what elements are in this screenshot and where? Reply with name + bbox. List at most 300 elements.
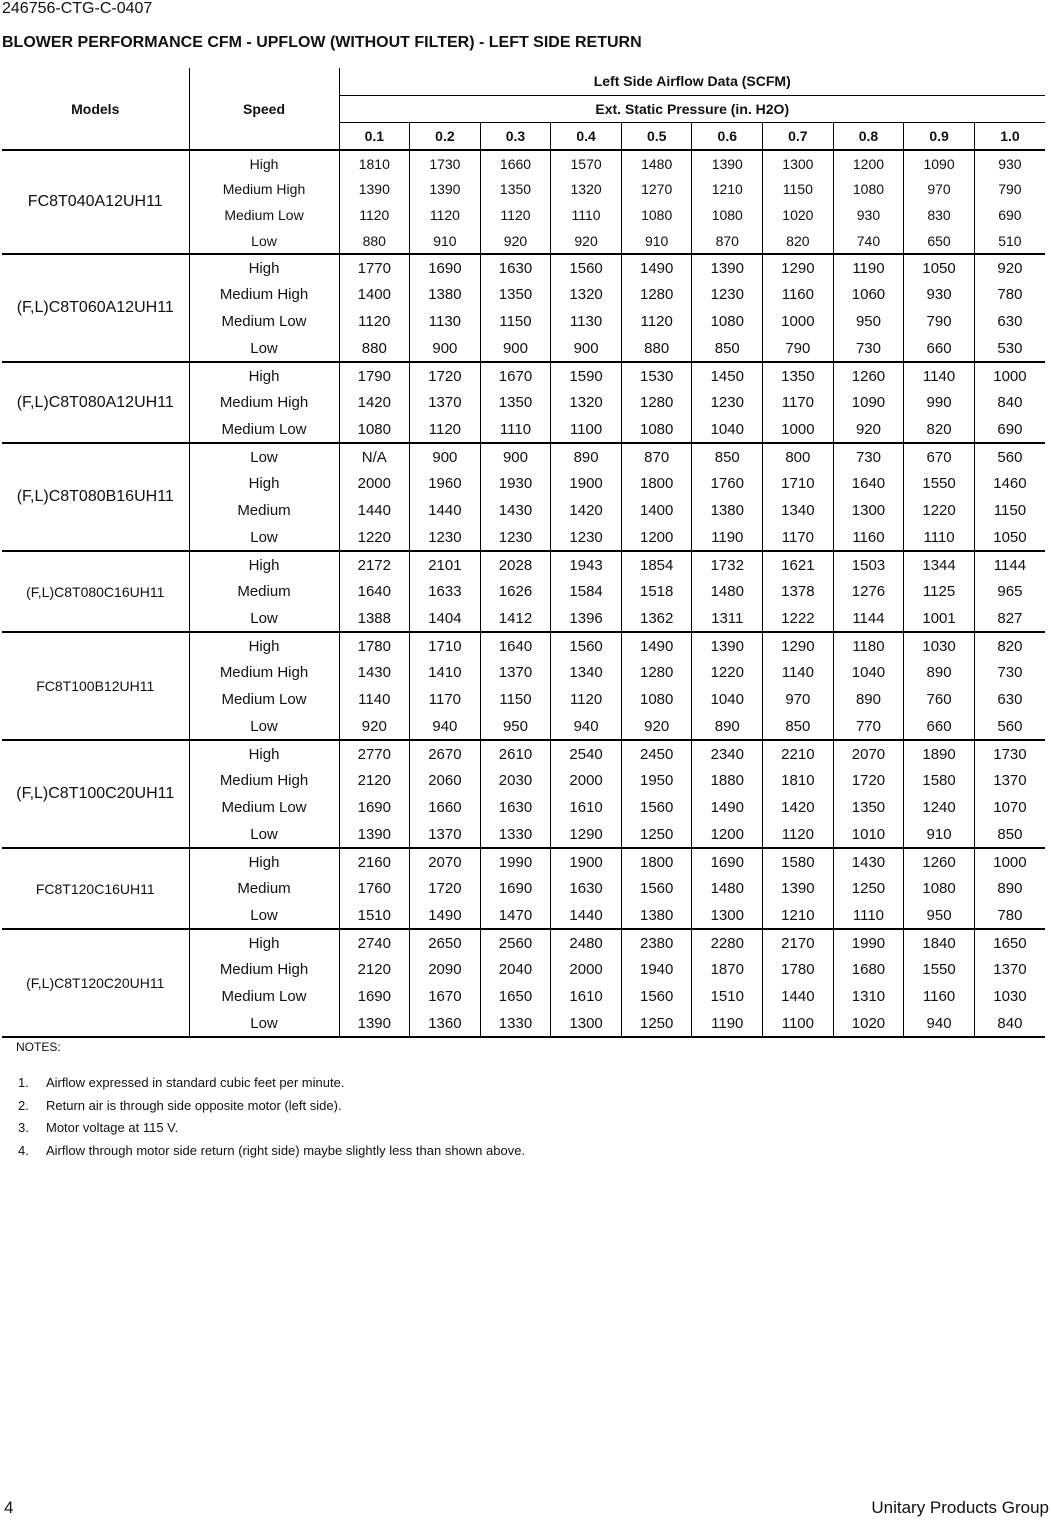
airflow-cell: 850 [997, 825, 1023, 843]
airflow-cell: 1010 [833, 821, 904, 848]
airflow-cell: 1412 [480, 605, 551, 632]
airflow-cell: 1300 [763, 150, 834, 176]
airflow-cell: 1710 [763, 470, 834, 497]
airflow-cell: 930 [833, 202, 904, 228]
note-item [18, 1072, 525, 1095]
airflow-cell: 1080 [621, 416, 692, 443]
document-id: 246756-CTG-C-0407 [2, 0, 153, 17]
model-cell: (F,L)C8T080A12UH11 [2, 362, 189, 443]
airflow-cell: 780 [997, 286, 1023, 303]
note-item [18, 1117, 525, 1140]
airflow-cell: 1580 [904, 767, 975, 794]
airflow-cell: 1390 [692, 632, 763, 659]
pressure-header-cell: 0.5 [621, 122, 692, 150]
model-cell: (F,L)C8T080B16UH11 [2, 443, 189, 551]
airflow-cell: 920 [551, 228, 622, 254]
speed-cell: Low [189, 335, 339, 362]
airflow-cell: 560 [974, 443, 1045, 470]
airflow-cell: 900 [480, 335, 551, 362]
airflow-cell: 1190 [692, 524, 763, 551]
airflow-cell: 1210 [692, 176, 763, 202]
speed-cell: High [189, 740, 339, 767]
pressure-header-cell: 0.8 [833, 122, 904, 150]
models-header: Models [2, 68, 189, 150]
note-item [18, 1140, 526, 1163]
airflow-cell: 1380 [410, 281, 481, 308]
airflow-cell: 1650 [974, 929, 1045, 956]
table-row [2, 362, 1045, 389]
airflow-cell: 1170 [763, 524, 834, 551]
airflow-cell: 1490 [692, 794, 763, 821]
airflow-cell: 1120 [480, 202, 551, 228]
speed-cell: Medium Low [189, 794, 339, 821]
airflow-cell: 1490 [621, 254, 692, 281]
airflow-cell: 1120 [410, 202, 481, 228]
airflow-cell: 2101 [410, 551, 481, 578]
airflow-cell: 920 [833, 416, 904, 443]
airflow-cell: 1450 [692, 362, 763, 389]
airflow-cell: 1943 [551, 551, 622, 578]
airflow-cell: 1160 [763, 281, 834, 308]
airflow-cell: 820 [904, 416, 975, 443]
airflow-cell: 1362 [621, 605, 692, 632]
airflow-cell: 920 [339, 713, 410, 740]
airflow-cell: 1930 [480, 470, 551, 497]
airflow-cell: 1220 [339, 524, 410, 551]
airflow-cell: 1690 [692, 848, 763, 875]
airflow-cell: 1630 [551, 875, 622, 902]
airflow-cell: 965 [997, 583, 1023, 600]
airflow-cell: 1730 [974, 740, 1045, 767]
airflow-cell: 1144 [833, 605, 904, 632]
airflow-cell: 820 [763, 228, 834, 254]
airflow-cell: 1280 [621, 659, 692, 686]
airflow-cell: 880 [339, 335, 410, 362]
airflow-cell: 2210 [763, 740, 834, 767]
airflow-cell: 1050 [904, 254, 975, 281]
airflow-cell: 1120 [339, 308, 410, 335]
airflow-cell: 1960 [410, 470, 481, 497]
airflow-cell: 1300 [551, 1010, 622, 1037]
airflow-cell: 1160 [833, 524, 904, 551]
airflow-cell: 890 [692, 713, 763, 740]
airflow-cell: 1440 [410, 497, 481, 524]
airflow-cell: 1120 [621, 308, 692, 335]
speed-cell: Medium High [189, 956, 339, 983]
airflow-cell: 2670 [410, 740, 481, 767]
airflow-cell: 1311 [692, 605, 763, 632]
airflow-cell: 1470 [480, 902, 551, 929]
page-number: 4 [4, 1498, 14, 1517]
airflow-cell: 900 [410, 335, 481, 362]
airflow-cell: 690 [997, 420, 1023, 438]
airflow-cell: 1430 [339, 659, 410, 686]
note-text: Return air is through side opposite motor (left side). [46, 1097, 342, 1113]
airflow-cell: 1230 [480, 524, 551, 551]
airflow-cell: 1890 [904, 740, 975, 767]
airflow-cell: 1190 [692, 1010, 763, 1037]
airflow-cell: 2560 [480, 929, 551, 956]
airflow-cell: 940 [551, 713, 622, 740]
airflow-cell: 910 [904, 821, 975, 848]
airflow-cell: 1130 [551, 308, 622, 335]
airflow-cell: 1840 [904, 929, 975, 956]
airflow-cell: 1090 [833, 389, 904, 416]
airflow-cell: 1800 [621, 470, 692, 497]
airflow-cell: 1110 [551, 202, 622, 228]
airflow-cell: 1590 [551, 362, 622, 389]
airflow-cell: 900 [551, 335, 622, 362]
airflow-cell: 1550 [904, 956, 975, 983]
airflow-cell: 1390 [410, 176, 481, 202]
speed-cell: High [189, 551, 339, 578]
airflow-cell: 1210 [763, 902, 834, 929]
airflow-cell: 1150 [763, 176, 834, 202]
table-row [2, 740, 1045, 767]
airflow-cell: 1440 [763, 983, 834, 1010]
airflow-cell: 1420 [339, 389, 410, 416]
airflow-cell: 1000 [974, 848, 1045, 875]
airflow-cell: 2650 [410, 929, 481, 956]
speed-cell: High [189, 470, 339, 497]
airflow-cell: 1370 [410, 389, 481, 416]
airflow-cell: 1810 [339, 150, 410, 176]
airflow-cell: 1020 [833, 1010, 904, 1037]
airflow-cell: 1630 [480, 254, 551, 281]
airflow-cell: 890 [833, 686, 904, 713]
speed-cell: Medium [189, 578, 339, 605]
airflow-group-header: Left Side Airflow Data (SCFM) [339, 68, 1045, 95]
speed-cell: Medium High [189, 281, 339, 308]
airflow-cell: 840 [997, 394, 1023, 411]
airflow-cell: 2610 [480, 740, 551, 767]
airflow-cell: 1580 [763, 848, 834, 875]
airflow-cell: 1770 [339, 254, 410, 281]
airflow-cell: 1870 [692, 956, 763, 983]
airflow-cell: 1260 [904, 848, 975, 875]
airflow-cell: 1222 [763, 605, 834, 632]
airflow-cell: 1260 [833, 362, 904, 389]
airflow-cell: 1080 [339, 416, 410, 443]
airflow-cell: 1490 [621, 632, 692, 659]
airflow-cell: 1290 [763, 632, 834, 659]
airflow-cell: 530 [997, 339, 1023, 357]
airflow-cell: 1780 [339, 632, 410, 659]
speed-cell: Low [189, 605, 339, 632]
airflow-cell: 1710 [410, 632, 481, 659]
airflow-cell: 1230 [551, 524, 622, 551]
pressure-header-cell: 1.0 [1000, 127, 1020, 144]
model-cell: (F,L)C8T080C16UH11 [2, 551, 189, 632]
airflow-cell: 730 [997, 664, 1023, 681]
airflow-cell: 890 [997, 880, 1023, 897]
speed-cell: Low [189, 821, 339, 848]
speed-cell: Medium High [189, 176, 339, 202]
airflow-cell: N/A [339, 443, 410, 470]
airflow-cell: 1560 [621, 983, 692, 1010]
airflow-cell: 1370 [993, 961, 1027, 978]
airflow-cell: 1070 [993, 799, 1027, 816]
note-item [18, 1095, 525, 1118]
airflow-cell: 1080 [621, 686, 692, 713]
airflow-cell: 1030 [904, 632, 975, 659]
pressure-header-cell: 0.9 [904, 122, 975, 150]
airflow-cell: 1440 [551, 902, 622, 929]
pressure-header-cell: 0.3 [480, 122, 551, 150]
airflow-cell: 1120 [339, 202, 410, 228]
airflow-cell: 1000 [763, 308, 834, 335]
speed-cell: Medium Low [189, 416, 339, 443]
airflow-cell: 1180 [833, 632, 904, 659]
airflow-cell: 1990 [833, 929, 904, 956]
airflow-cell: 630 [997, 313, 1023, 330]
airflow-cell: 2000 [339, 470, 410, 497]
airflow-cell: 1280 [621, 389, 692, 416]
airflow-cell: 1800 [621, 848, 692, 875]
airflow-cell: 1633 [410, 578, 481, 605]
airflow-cell: 920 [974, 254, 1045, 281]
airflow-cell: 1300 [833, 497, 904, 524]
airflow-cell: 1490 [410, 902, 481, 929]
airflow-cell: 1480 [621, 150, 692, 176]
airflow-cell: 1330 [480, 821, 551, 848]
note-text: Motor voltage at 115 V. [46, 1120, 179, 1135]
speed-cell: High [189, 254, 339, 281]
table-row [2, 632, 1045, 659]
airflow-cell: 650 [904, 228, 975, 254]
airflow-cell: 1150 [993, 502, 1027, 519]
airflow-cell: 1518 [621, 578, 692, 605]
airflow-cell: 1230 [410, 524, 481, 551]
airflow-cell: 1584 [551, 578, 622, 605]
airflow-cell: 1760 [692, 470, 763, 497]
airflow-cell: 2000 [551, 767, 622, 794]
airflow-cell: 1650 [480, 983, 551, 1010]
company-footer: Unitary Products Group [871, 1498, 1049, 1517]
airflow-cell: 1480 [692, 875, 763, 902]
airflow-cell: 1640 [833, 470, 904, 497]
airflow-cell: 1110 [833, 902, 904, 929]
airflow-cell: 1350 [833, 794, 904, 821]
notes-heading: NOTES: [16, 1040, 61, 1054]
airflow-cell: 1320 [551, 389, 622, 416]
model-cell: FC8T120C16UH11 [2, 848, 189, 929]
airflow-cell: 900 [480, 443, 551, 470]
airflow-cell: 1160 [904, 983, 975, 1010]
airflow-cell: 1560 [621, 875, 692, 902]
airflow-cell: 1090 [904, 150, 975, 176]
page-title: BLOWER PERFORMANCE CFM - UPFLOW (WITHOUT FILTER) - LEFT SIDE RETURN [2, 34, 642, 51]
table-row [2, 848, 1045, 875]
airflow-cell: 2540 [551, 740, 622, 767]
airflow-cell: 1130 [410, 308, 481, 335]
airflow-cell: 1060 [833, 281, 904, 308]
speed-cell: High [189, 929, 339, 956]
airflow-cell: 1430 [480, 497, 551, 524]
speed-cell: Low [189, 902, 339, 929]
airflow-cell: 1400 [339, 281, 410, 308]
airflow-cell: 2120 [339, 956, 410, 983]
airflow-cell: 820 [974, 632, 1045, 659]
airflow-cell: 2770 [339, 740, 410, 767]
airflow-cell: 1510 [692, 983, 763, 1010]
airflow-cell: 1350 [480, 176, 551, 202]
airflow-cell: 910 [621, 228, 692, 254]
airflow-cell: 2040 [480, 956, 551, 983]
pressure-header-cell: 0.1 [339, 122, 410, 150]
airflow-cell: 770 [833, 713, 904, 740]
airflow-cell: 1390 [692, 150, 763, 176]
airflow-cell: 2170 [763, 929, 834, 956]
airflow-cell: 1760 [339, 875, 410, 902]
airflow-cell: 940 [410, 713, 481, 740]
airflow-cell: 1080 [621, 202, 692, 228]
airflow-cell: 1510 [339, 902, 410, 929]
airflow-cell: 1280 [621, 281, 692, 308]
airflow-cell: 1690 [480, 875, 551, 902]
airflow-cell: 850 [763, 713, 834, 740]
table-row [2, 150, 1045, 176]
airflow-cell: 2450 [621, 740, 692, 767]
airflow-cell: 1080 [692, 308, 763, 335]
airflow-cell: 1570 [551, 150, 622, 176]
airflow-cell: 1690 [410, 254, 481, 281]
airflow-cell: 1140 [339, 686, 410, 713]
airflow-cell: 1250 [833, 875, 904, 902]
airflow-cell: 950 [480, 713, 551, 740]
speed-cell: Medium [189, 497, 339, 524]
airflow-cell: 1040 [833, 659, 904, 686]
airflow-cell: 890 [904, 659, 975, 686]
table-header [2, 68, 1045, 150]
airflow-cell: 830 [904, 202, 975, 228]
airflow-cell: 730 [833, 335, 904, 362]
airflow-cell: 660 [904, 335, 975, 362]
airflow-cell: 510 [998, 232, 1022, 249]
airflow-cell: 1050 [993, 528, 1027, 546]
speed-cell: Low [189, 443, 339, 470]
airflow-cell: 1790 [339, 362, 410, 389]
airflow-cell: 2280 [692, 929, 763, 956]
airflow-cell: 2070 [410, 848, 481, 875]
pressure-header-cell: 0.4 [551, 122, 622, 150]
table-row [2, 551, 1045, 578]
airflow-cell: 1110 [904, 524, 975, 551]
speed-cell: Low [189, 713, 339, 740]
speed-cell: Medium High [189, 767, 339, 794]
airflow-cell: 1100 [763, 1010, 834, 1037]
speed-cell: Medium [189, 875, 339, 902]
airflow-cell: 827 [997, 609, 1023, 627]
airflow-cell: 1340 [763, 497, 834, 524]
airflow-cell: 2120 [339, 767, 410, 794]
airflow-cell: 1344 [904, 551, 975, 578]
airflow-cell: 1320 [551, 176, 622, 202]
airflow-cell: 2070 [833, 740, 904, 767]
airflow-cell: 1120 [410, 416, 481, 443]
airflow-cell: 1150 [480, 308, 551, 335]
airflow-cell: 1290 [763, 254, 834, 281]
airflow-cell: 880 [339, 228, 410, 254]
airflow-cell: 1290 [551, 821, 622, 848]
airflow-cell: 2160 [339, 848, 410, 875]
airflow-cell: 790 [998, 181, 1022, 197]
airflow-cell: 1640 [480, 632, 551, 659]
airflow-cell: 1690 [339, 794, 410, 821]
table-row [2, 254, 1045, 281]
airflow-cell: 2340 [692, 740, 763, 767]
airflow-cell: 1420 [763, 794, 834, 821]
airflow-cell: 1621 [763, 551, 834, 578]
airflow-cell: 920 [480, 228, 551, 254]
static-pressure-header: Ext. Static Pressure (in. H2O) [339, 95, 1045, 122]
model-cell: (F,L)C8T060A12UH11 [2, 254, 189, 362]
pressure-header-cell: 0.7 [763, 122, 834, 150]
airflow-cell: 1390 [339, 176, 410, 202]
airflow-cell: 560 [997, 717, 1023, 735]
model-cell: FC8T100B12UH11 [2, 632, 189, 740]
airflow-cell: 950 [833, 308, 904, 335]
airflow-cell: 2030 [480, 767, 551, 794]
airflow-cell: 1560 [551, 632, 622, 659]
airflow-cell: 1040 [692, 686, 763, 713]
airflow-cell: 1140 [904, 362, 975, 389]
speed-cell: High [189, 150, 339, 176]
speed-header: Speed [189, 68, 339, 150]
note-text: Airflow expressed in standard cubic feet per minute. [46, 1075, 345, 1090]
airflow-cell: 1200 [692, 821, 763, 848]
pressure-header-cell: 0.2 [410, 122, 481, 150]
airflow-cell: 2380 [621, 929, 692, 956]
airflow-cell: 1000 [763, 416, 834, 443]
airflow-cell: 870 [621, 443, 692, 470]
airflow-cell: 1680 [833, 956, 904, 983]
airflow-cell: 1560 [551, 254, 622, 281]
airflow-cell: 1950 [621, 767, 692, 794]
airflow-cell: 1550 [904, 470, 975, 497]
airflow-cell: 1320 [551, 281, 622, 308]
airflow-cell: 1940 [621, 956, 692, 983]
airflow-cell: 1360 [410, 1010, 481, 1037]
airflow-cell: 1120 [551, 686, 622, 713]
airflow-cell: 2000 [551, 956, 622, 983]
airflow-cell: 2060 [410, 767, 481, 794]
airflow-cell: 1240 [904, 794, 975, 821]
airflow-cell: 1200 [621, 524, 692, 551]
airflow-cell: 1640 [339, 578, 410, 605]
airflow-cell: 870 [692, 228, 763, 254]
airflow-cell: 1020 [763, 202, 834, 228]
speed-cell: High [189, 632, 339, 659]
airflow-cell: 900 [410, 443, 481, 470]
speed-cell: Medium High [189, 659, 339, 686]
airflow-cell: 1170 [763, 389, 834, 416]
airflow-cell: 1660 [480, 150, 551, 176]
airflow-cell: 760 [904, 686, 975, 713]
airflow-cell: 1370 [480, 659, 551, 686]
airflow-cell: 1370 [993, 772, 1027, 789]
airflow-cell: 1230 [692, 389, 763, 416]
airflow-cell: 1610 [551, 794, 622, 821]
airflow-cell: 2480 [551, 929, 622, 956]
airflow-cell: 1001 [904, 605, 975, 632]
airflow-cell: 2172 [339, 551, 410, 578]
airflow-cell: 990 [904, 389, 975, 416]
airflow-cell: 1780 [763, 956, 834, 983]
airflow-cell: 1350 [480, 281, 551, 308]
airflow-cell: 1378 [763, 578, 834, 605]
airflow-cell: 1350 [480, 389, 551, 416]
